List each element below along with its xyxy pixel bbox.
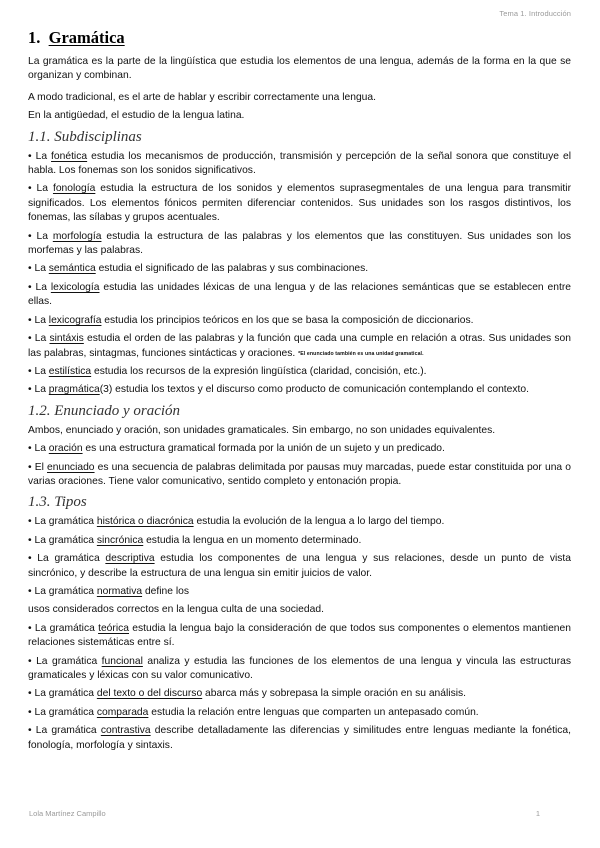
footer-page-number: 1 <box>535 809 540 818</box>
item-text: estudia la relación entre lenguas que comparten un antepasado común. <box>148 706 479 718</box>
list-item <box>28 585 571 599</box>
item-term: semántica <box>48 263 96 275</box>
item-text: • La <box>28 333 50 345</box>
item-text: estudia los mecanismos de producción, transmisión y percepción de la señal sonora que constituye el habla. Los fonemas son los sonidos significativos. <box>28 150 571 177</box>
item-text: • La <box>28 281 51 293</box>
list-item <box>28 534 571 548</box>
list-item <box>28 622 571 651</box>
item-text: describe detalladamente las diferencias y similitudes entre lenguas mediante la fonética, fonología, morfología y sintaxis. <box>28 725 571 751</box>
item-text: • La gramática <box>28 585 97 597</box>
item-text: • La gramática <box>28 706 97 718</box>
item-term: descriptiva <box>105 553 155 565</box>
item-text: estudia la evolución de la lengua a lo largo del tiempo. <box>193 516 445 528</box>
document-body <box>28 27 571 757</box>
item-text: • La <box>28 365 49 377</box>
item-text: estudia la lengua en un momento determinado. <box>143 534 362 546</box>
list-item <box>28 150 571 179</box>
item-term: teórica <box>98 622 129 634</box>
footer-author: Lola Martínez Campillo <box>29 809 106 818</box>
item-text: analiza y estudia las funciones de los elementos de una lengua y vincula las estructuras gramaticales y léxicas con su valor comunicativo. <box>28 655 571 681</box>
item-text: estudia los componentes de una lengua y sus relaciones, desde un punto de vista sincrónico, y describe la estructura de una lengua sin emitir juicios de valor. <box>28 553 571 579</box>
item-text: es una estructura gramatical formada por la unión de un sujeto y un predicado. <box>82 443 445 455</box>
list-item <box>28 230 571 259</box>
tipos-list <box>28 515 571 753</box>
section-title-text: Gramática <box>48 28 125 47</box>
list-item <box>28 515 571 529</box>
list-item <box>28 262 571 276</box>
list-item <box>28 552 571 581</box>
item-term: sincrónica <box>96 534 144 546</box>
item-text: estudia el significado de las palabras y sus combinaciones. <box>95 263 369 275</box>
item-text: • La gramática <box>28 534 97 546</box>
item-text: • La <box>28 443 49 455</box>
item-term: enunciado <box>47 461 95 473</box>
item-text: • La <box>28 384 49 396</box>
item-text: • La <box>28 314 49 326</box>
item-term: estilística <box>48 365 92 377</box>
item-text: • La gramática <box>28 622 99 634</box>
item-text: es una secuencia de palabras delimitada por pausas muy marcadas, puede estar constituida por una o varias oraciones. Tiene valor comunicativo, sentido completo y entonación propia. <box>28 461 571 487</box>
item-text: • La gramática <box>28 516 97 528</box>
list-item <box>28 182 571 225</box>
intro-paragraph: La gramática es la parte de la lingüística que estudia los elementos de una lengua, además de la forma en la que se organizan y combinan. <box>28 56 571 82</box>
item-term: sintáxis <box>49 333 84 345</box>
item-text: • La <box>28 183 53 195</box>
item-term: del texto o del discurso <box>96 688 203 700</box>
item-text: • La gramática <box>28 688 97 700</box>
item-term: fonología <box>52 183 96 195</box>
list-item <box>28 332 571 361</box>
enunciado-list <box>28 442 571 489</box>
item-text: estudia el orden de las palabras y la función que cada una cumple en relación a otras. Sus unidades son las palabras, sintagmas, funciones sintácticas y oraciones. <box>28 333 572 359</box>
item-term: comparada <box>96 706 149 718</box>
item-text: • La <box>28 230 53 242</box>
item-term: funcional <box>101 655 143 667</box>
list-item <box>28 603 571 617</box>
list-item <box>28 365 571 379</box>
section-title <box>28 27 571 49</box>
running-header: Tema 1. Introducción <box>499 9 571 18</box>
subsection-heading-enunciado: 1.2. Enunciado y oración <box>28 402 181 419</box>
list-item <box>28 461 571 490</box>
list-item <box>28 706 571 720</box>
list-item <box>28 442 571 456</box>
item-text: • La <box>28 150 52 162</box>
intro-paragraph: A modo tradicional, es el arte de hablar y escribir correctamente una lengua. <box>28 91 376 103</box>
item-text: estudia los recursos de la expresión lingüística (claridad, concisión, etc.). <box>91 365 427 377</box>
subsection-heading-subdisciplinas: 1.1. Subdisciplinas <box>28 128 142 145</box>
item-term: pragmática <box>48 384 100 396</box>
item-text: estudia las unidades léxicas de una lengua y de las relaciones semánticas que se establecen entre ellas. <box>28 281 571 308</box>
list-item <box>28 314 571 328</box>
item-term: fonética <box>51 150 88 162</box>
item-term: lexicografía <box>48 314 102 326</box>
item-text: estudia la lengua bajo la consideración de que todos sus componentes o elementos mantienen relaciones sistemáticas entre sí. <box>28 622 571 649</box>
subdisciplinas-list <box>28 150 571 398</box>
item-text: usos considerados correctos en la lengua culta de una sociedad. <box>28 604 324 616</box>
item-text: • La gramática <box>28 725 101 737</box>
subsection-heading-tipos: 1.3. Tipos <box>28 494 87 511</box>
section-number: 1. <box>28 28 41 47</box>
item-text: (3) estudia los textos y el discurso como producto de comunicación contemplando el contexto. <box>99 384 529 396</box>
item-text: define los <box>142 585 190 597</box>
item-term: morfología <box>52 230 102 242</box>
item-text: abarca más y sobrepasa la simple oración en su análisis. <box>202 688 467 700</box>
list-item <box>28 383 571 397</box>
list-item <box>28 655 571 684</box>
item-text: • La gramática <box>28 655 102 667</box>
list-item <box>28 281 571 310</box>
item-text: estudia la estructura de las palabras y los elementos que las constituyen. Sus unidades son los morfemas y las palabras. <box>28 230 571 257</box>
item-text: • El <box>28 461 48 473</box>
intro-paragraph: En la antigüedad, el estudio de la lengua latina. <box>28 110 245 122</box>
item-term: oración <box>48 443 83 455</box>
item-term: histórica o diacrónica <box>96 516 194 528</box>
list-item <box>28 687 571 701</box>
item-term: normativa <box>96 585 143 597</box>
item-term: contrastiva <box>100 725 151 737</box>
item-text: estudia la estructura de los sonidos y elementos suprasegmentales de una lengua para transmitir significados. Los elementos fónicos permiten diferenciar contenidos. Sus unidades son los rasgos distintivos, los fonemas, las sílabas y grupos acentuales. <box>28 183 572 224</box>
list-item <box>28 724 571 753</box>
item-text: • La <box>28 263 49 275</box>
item-text: estudia los principios teóricos en los que se basa la composición de diccionarios. <box>101 314 474 326</box>
item-note: *El enunciado también es una unidad gramatical. <box>298 350 424 357</box>
enunciado-lead: Ambos, enunciado y oración, son unidades gramaticales. Sin embargo, no son unidades equivalentes. <box>28 424 496 436</box>
item-text: • La gramática <box>28 553 106 565</box>
item-term: lexicología <box>50 281 100 293</box>
